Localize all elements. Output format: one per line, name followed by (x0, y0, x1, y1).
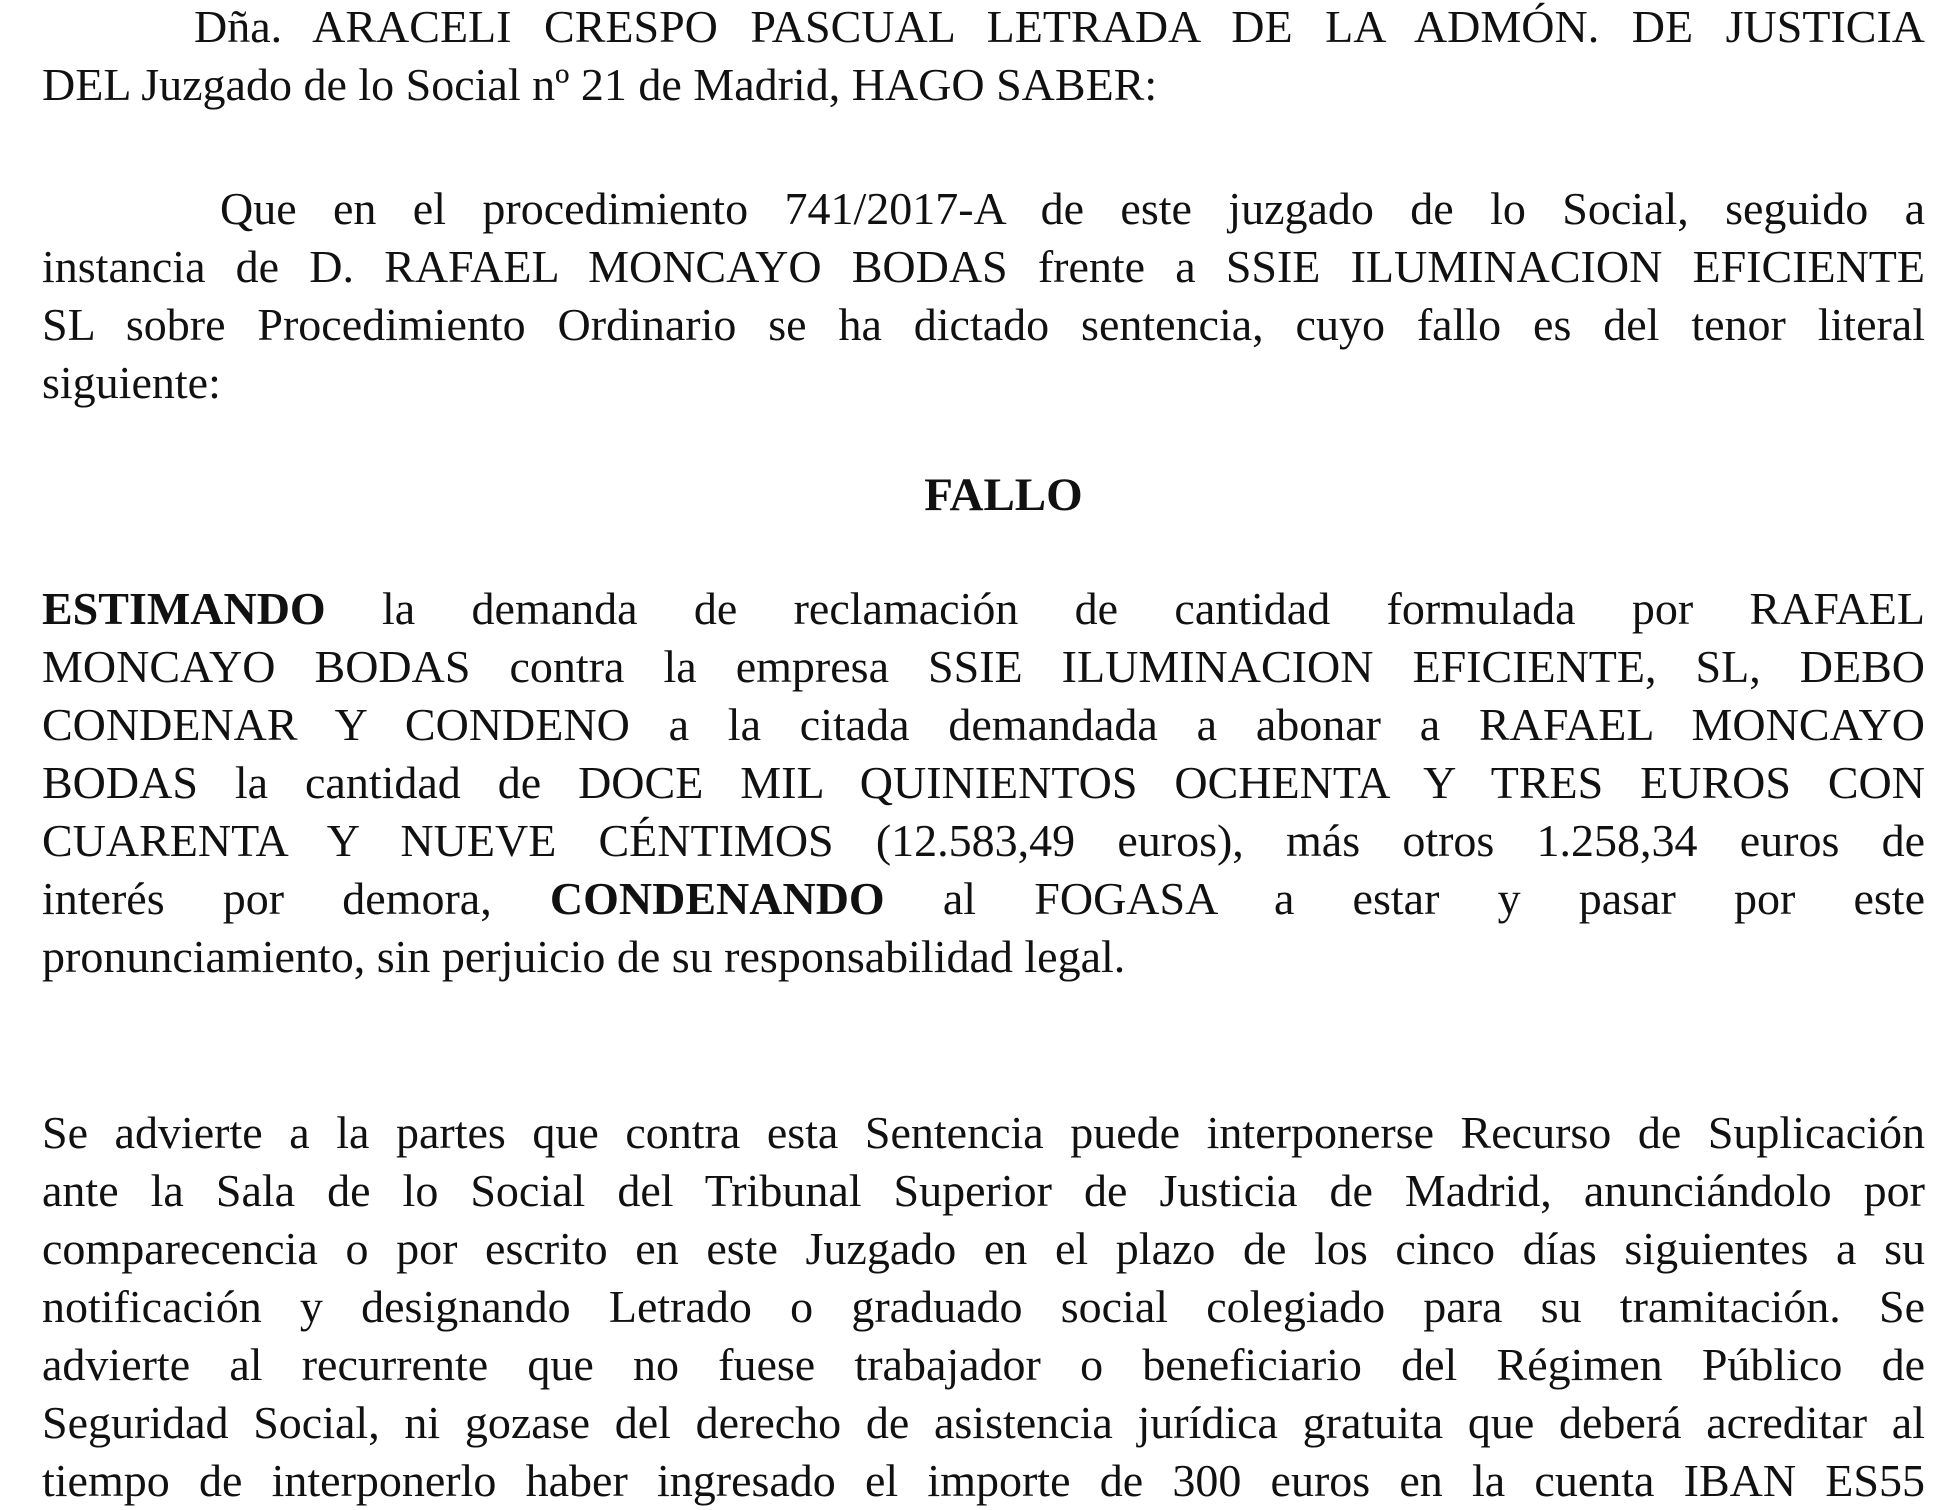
condenando-keyword: CONDENANDO (549, 873, 885, 924)
fallo-paragraph (42, 580, 1925, 986)
advertencia-line-5: advierte al recurrente que no fuese trabajador o beneficiario del Régimen Público de (42, 1339, 1925, 1390)
fallo-line-6-post: al FOGASA a estar y pasar por este (884, 873, 1926, 924)
fallo-line-6-pre: interés por demora, (42, 873, 550, 924)
fallo-line-5: CUARENTA Y NUEVE CÉNTIMOS (12.583,49 euros), más otros 1.258,34 euros de (42, 815, 1925, 866)
fallo-line-6 (42, 870, 1925, 928)
intro-paragraph (42, 180, 1925, 412)
header-line-1: Dña. ARACELI CRESPO PASCUAL LETRADA DE LA ADMÓN. DE JUSTICIA (194, 1, 1925, 52)
fallo-line-2: MONCAYO BODAS contra la empresa SSIE ILUMINACION EFICIENTE, SL, DEBO (42, 641, 1925, 692)
fallo-line-1-text: la demanda de reclamación de cantidad formulada por RAFAEL (325, 583, 1925, 634)
intro-line-2: instancia de D. RAFAEL MONCAYO BODAS frente a SSIE ILUMINACION EFICIENTE (42, 241, 1925, 292)
advertencia-line-1: Se advierte a la partes que contra esta Sentencia puede interponerse Recurso de Suplicación (42, 1107, 1925, 1158)
fallo-line-7: pronunciamiento, sin perjuicio de su responsabilidad legal. (42, 931, 1126, 982)
fallo-line-1 (42, 580, 1925, 638)
advertencia-paragraph (42, 1104, 1925, 1510)
intro-line-3: SL sobre Procedimiento Ordinario se ha dictado sentencia, cuyo fallo es del tenor literal (42, 299, 1925, 350)
advertencia-line-3: comparecencia o por escrito en este Juzgado en el plazo de los cinco días siguientes a su (42, 1223, 1925, 1274)
header-line-2: DEL Juzgado de lo Social nº 21 de Madrid, HAGO SABER: (42, 59, 1158, 110)
advertencia-line-2: ante la Sala de lo Social del Tribunal Superior de Justicia de Madrid, anunciándolo por (42, 1165, 1925, 1216)
estimando-keyword: ESTIMANDO (42, 583, 326, 634)
advertencia-line-4: notificación y designando Letrado o graduado social colegiado para su tramitación. Se (42, 1281, 1925, 1332)
fallo-line-3: CONDENAR Y CONDENO a la citada demandada a abonar a RAFAEL MONCAYO (42, 699, 1925, 750)
fallo-heading: FALLO (924, 469, 1083, 521)
intro-line-1: Que en el procedimiento 741/2017-A de este juzgado de lo Social, seguido a (220, 183, 1925, 234)
advertencia-line-7: tiempo de interponerlo haber ingresado el importe de 300 euros en la cuenta IBAN ES55 (42, 1455, 1925, 1506)
advertencia-line-6: Seguridad Social, ni gozase del derecho de asistencia jurídica gratuita que deberá acreditar al (42, 1397, 1925, 1448)
intro-line-4: siguiente: (42, 357, 221, 408)
header-paragraph (42, 0, 1925, 114)
fallo-line-4: BODAS la cantidad de DOCE MIL QUINIENTOS OCHENTA Y TRES EUROS CON (42, 757, 1925, 808)
